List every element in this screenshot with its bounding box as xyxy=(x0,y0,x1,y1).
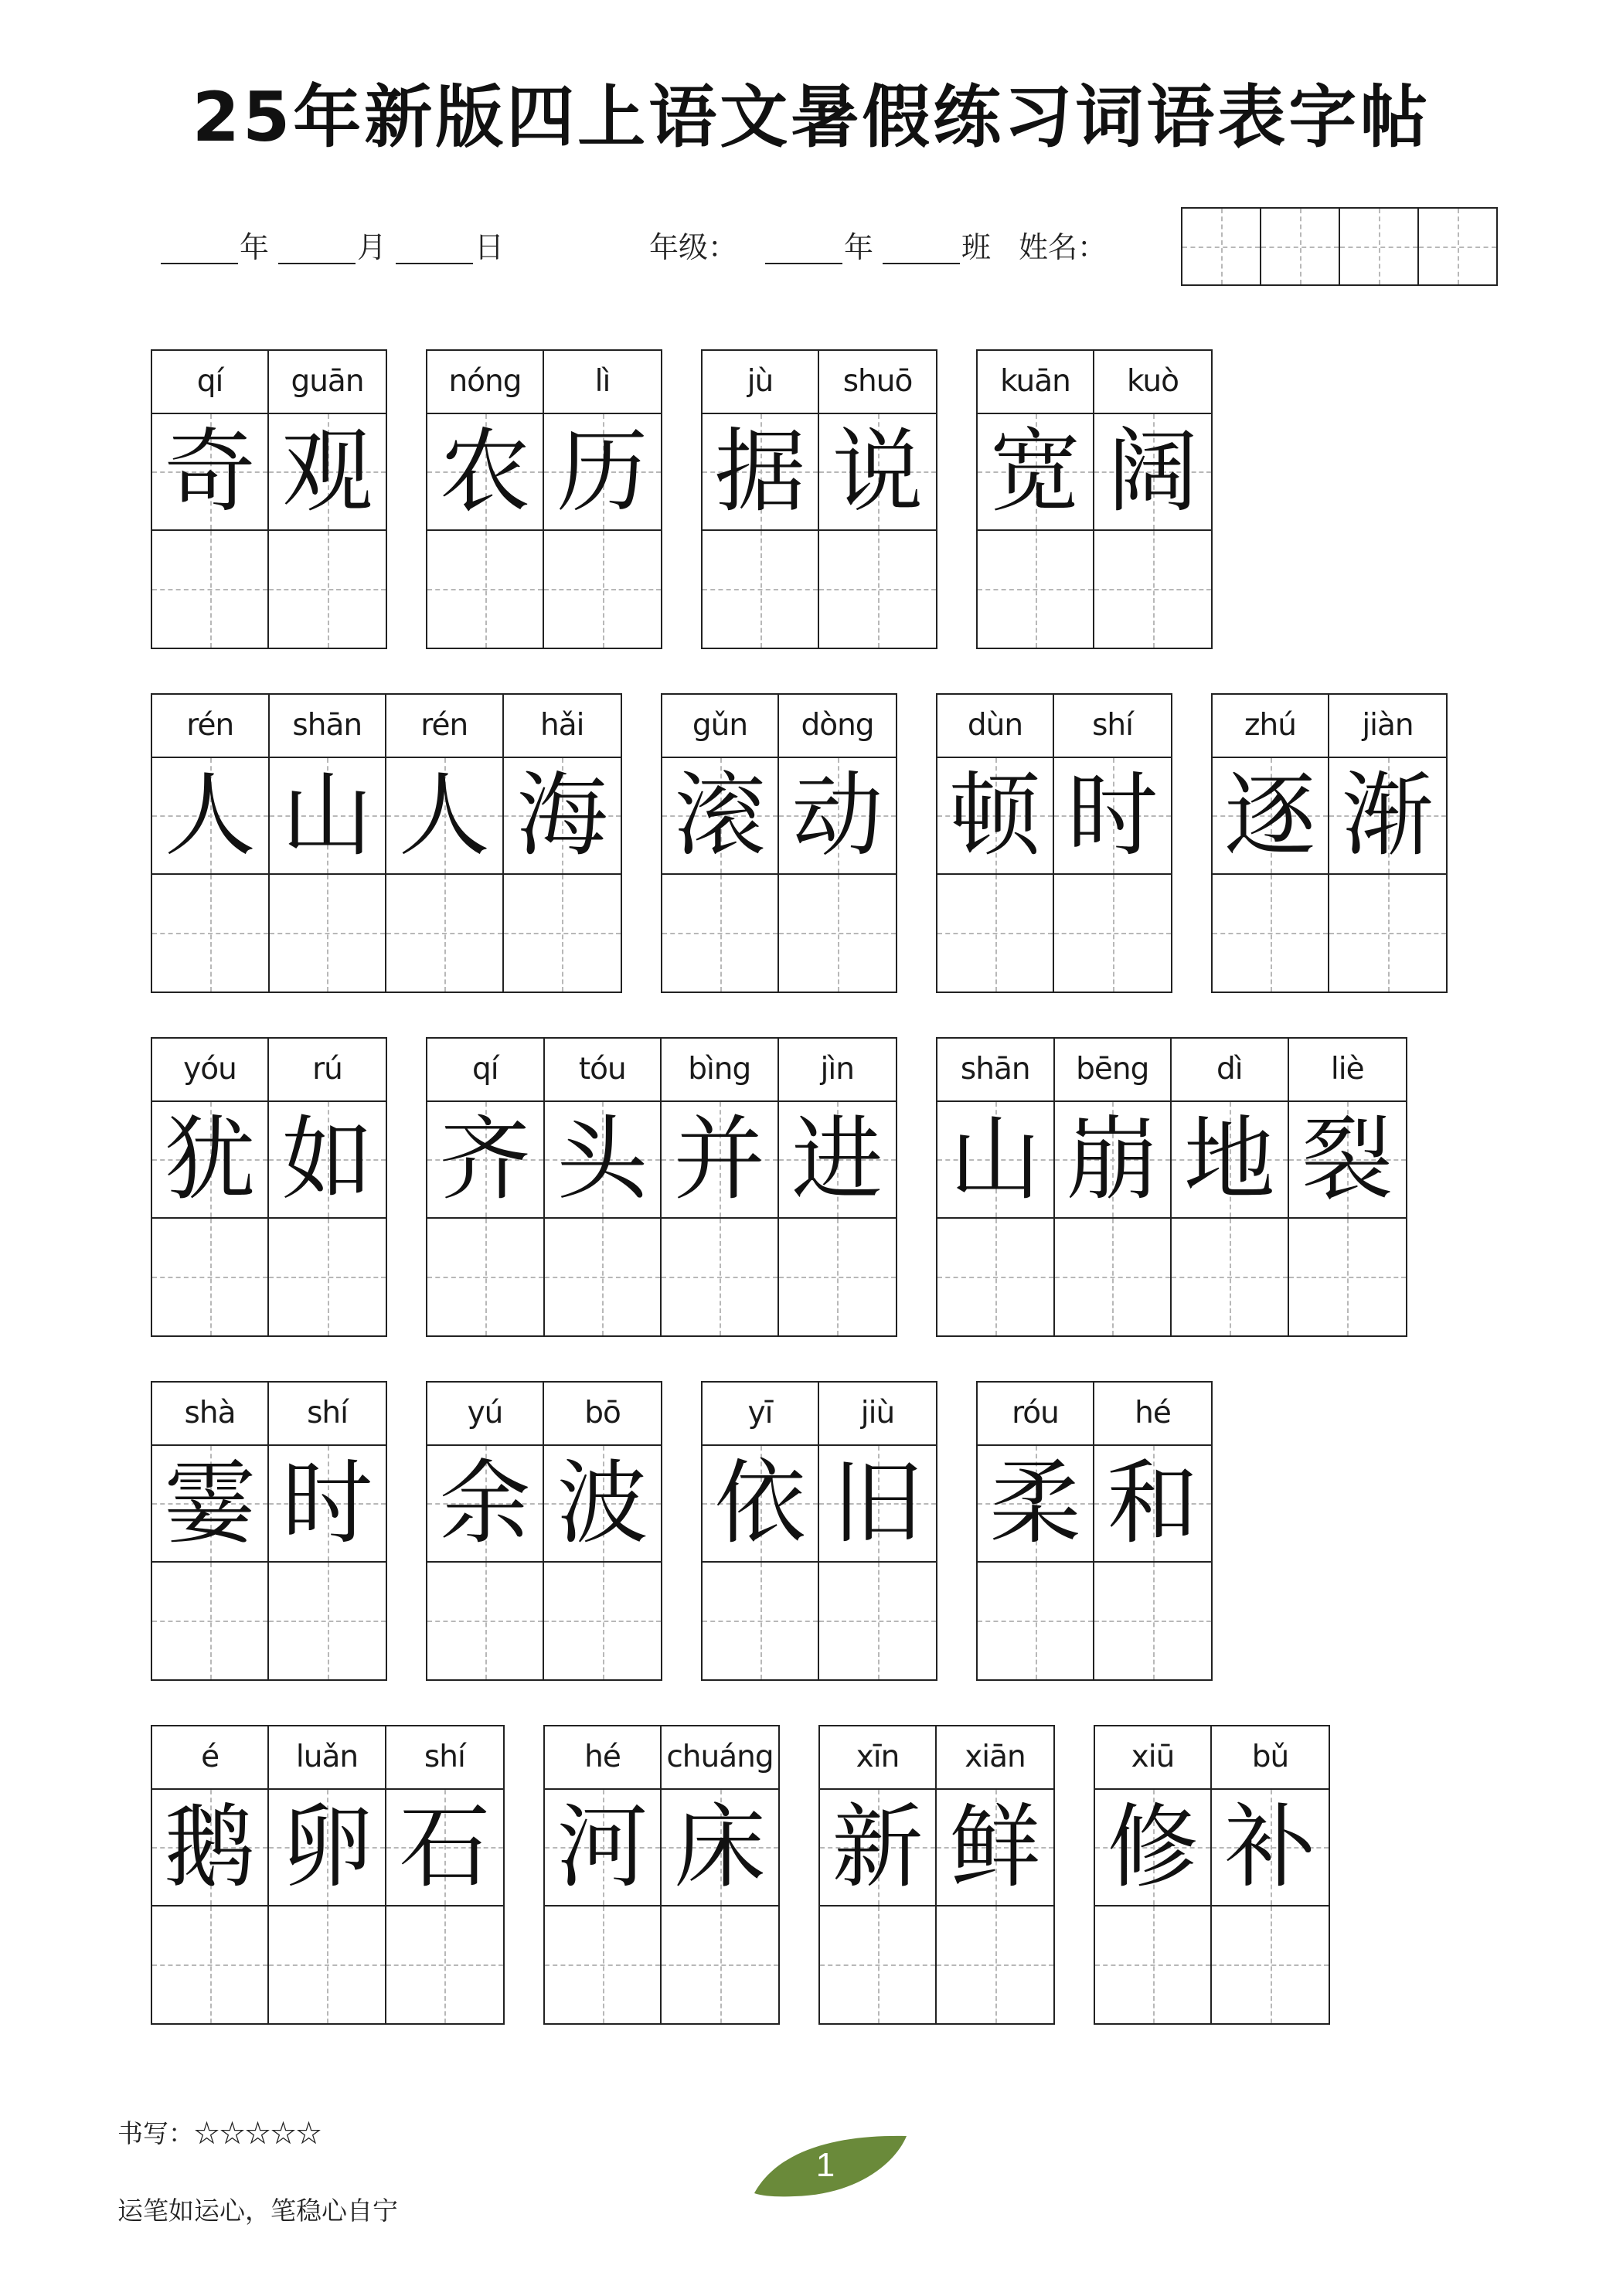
hanzi-cell xyxy=(1095,1790,1210,1907)
practice-cell[interactable] xyxy=(386,875,502,992)
hanzi-cell xyxy=(819,414,936,531)
pinyin-cell: yú xyxy=(427,1383,543,1446)
word-card xyxy=(543,1725,780,2025)
hanzi-cell xyxy=(269,414,386,531)
hanzi-cell xyxy=(937,1790,1053,1907)
pinyin-cell: dì xyxy=(1172,1039,1288,1102)
practice-cell[interactable] xyxy=(978,1563,1093,1679)
hanzi-cell xyxy=(1054,758,1171,875)
hanzi-character: 犹 xyxy=(164,1106,256,1213)
hanzi-character: 人 xyxy=(398,762,490,869)
hanzi-character: 渐 xyxy=(1342,762,1434,869)
hanzi-cell xyxy=(427,414,543,531)
hanzi-character: 山 xyxy=(281,762,373,869)
pinyin-cell: bō xyxy=(544,1383,661,1446)
pinyin-cell: nóng xyxy=(427,351,543,414)
hanzi-cell xyxy=(937,758,1053,875)
pinyin-cell: rú xyxy=(269,1039,386,1102)
pinyin-cell: bìng xyxy=(662,1039,777,1102)
word-card xyxy=(151,1381,387,1681)
hanzi-character: 石 xyxy=(399,1794,491,1901)
hanzi-character: 山 xyxy=(949,1106,1041,1213)
hanzi-cell xyxy=(269,1446,386,1563)
pinyin-cell: jù xyxy=(703,351,818,414)
practice-cell[interactable] xyxy=(152,1219,267,1335)
practice-cell[interactable] xyxy=(1329,875,1446,992)
word-card xyxy=(426,1381,662,1681)
practice-cell[interactable] xyxy=(1212,1907,1329,2023)
practice-cell[interactable] xyxy=(269,1219,386,1335)
motto-line: 运笔如运心，笔稳心自宁 xyxy=(117,2196,398,2226)
hanzi-character: 鲜 xyxy=(949,1794,1041,1901)
practice-cell[interactable] xyxy=(1054,875,1171,992)
pinyin-cell: jìn xyxy=(779,1039,897,1102)
hanzi-cell xyxy=(545,1790,660,1907)
word-card xyxy=(661,693,897,993)
month-label: 月 xyxy=(357,230,387,264)
hanzi-character: 据 xyxy=(714,418,806,526)
word-card xyxy=(976,349,1213,649)
pinyin-cell: hé xyxy=(1094,1383,1211,1446)
class-blank[interactable] xyxy=(883,263,960,264)
hanzi-cell xyxy=(152,758,268,875)
year-blank[interactable] xyxy=(161,263,238,264)
pinyin-cell: luǎn xyxy=(269,1726,384,1790)
pinyin-cell: shí xyxy=(1054,695,1171,758)
word-card xyxy=(151,693,622,993)
practice-cell[interactable] xyxy=(820,1907,935,2023)
hanzi-cell xyxy=(703,414,818,531)
hanzi-character: 头 xyxy=(556,1106,648,1213)
practice-cell[interactable] xyxy=(386,1907,503,2023)
hanzi-character: 观 xyxy=(281,418,373,526)
pinyin-cell: lì xyxy=(544,351,661,414)
pinyin-cell: zhú xyxy=(1213,695,1328,758)
practice-cell[interactable] xyxy=(819,1563,936,1679)
pinyin-cell: qí xyxy=(152,351,267,414)
pinyin-cell: rén xyxy=(386,695,502,758)
day-label: 日 xyxy=(475,230,505,264)
pinyin-cell: qí xyxy=(427,1039,543,1102)
rating-line: 书写：☆☆☆☆☆ xyxy=(117,2118,322,2148)
practice-cell[interactable] xyxy=(269,1563,386,1679)
hanzi-character: 历 xyxy=(556,418,648,526)
grade-year-label: 年 xyxy=(844,230,874,264)
pinyin-cell: yī xyxy=(703,1383,818,1446)
hanzi-cell xyxy=(662,1790,778,1907)
hanzi-cell xyxy=(545,1102,661,1219)
hanzi-character: 和 xyxy=(1107,1450,1199,1557)
page-title: 25年新版四上语文暑假练习词语表字帖 xyxy=(192,77,1431,157)
practice-cell[interactable] xyxy=(779,1219,897,1335)
hanzi-cell xyxy=(779,758,896,875)
practice-cell[interactable] xyxy=(427,1563,543,1679)
hanzi-cell xyxy=(544,414,661,531)
hanzi-cell xyxy=(504,758,621,875)
day-blank[interactable] xyxy=(396,263,473,264)
word-card xyxy=(426,1037,897,1337)
word-card xyxy=(151,1037,387,1337)
practice-cell[interactable] xyxy=(1094,1563,1211,1679)
practice-cell[interactable] xyxy=(819,531,936,648)
pinyin-cell: jiù xyxy=(819,1383,936,1446)
class-label: 班 xyxy=(961,230,992,264)
hanzi-character: 崩 xyxy=(1067,1106,1159,1213)
practice-cell[interactable] xyxy=(152,1907,267,2023)
pinyin-cell: xiū xyxy=(1095,1726,1210,1790)
pinyin-cell: guān xyxy=(269,351,386,414)
pinyin-cell: bǔ xyxy=(1212,1726,1329,1790)
practice-cell[interactable] xyxy=(703,1563,818,1679)
hanzi-cell xyxy=(152,414,267,531)
hanzi-character: 裂 xyxy=(1301,1106,1393,1213)
practice-cell[interactable] xyxy=(1095,1907,1210,2023)
practice-cell[interactable] xyxy=(1094,531,1211,648)
hanzi-cell xyxy=(269,1102,386,1219)
practice-cell[interactable] xyxy=(152,531,267,648)
pinyin-cell: kuān xyxy=(978,351,1093,414)
hanzi-character: 海 xyxy=(516,762,608,869)
practice-cell[interactable] xyxy=(427,1219,543,1335)
hanzi-cell xyxy=(269,1790,384,1907)
pinyin-cell: bēng xyxy=(1055,1039,1171,1102)
hanzi-cell xyxy=(819,1446,936,1563)
practice-cell[interactable] xyxy=(544,531,661,648)
word-card xyxy=(1094,1725,1330,2025)
hanzi-cell xyxy=(978,1446,1093,1563)
pinyin-cell: shí xyxy=(386,1726,503,1790)
word-card xyxy=(151,349,387,649)
hanzi-character: 如 xyxy=(281,1106,373,1213)
page-number: 1 xyxy=(815,2146,835,2184)
practice-cell[interactable] xyxy=(937,1907,1053,2023)
month-blank[interactable] xyxy=(278,263,356,264)
pinyin-cell: róu xyxy=(978,1383,1093,1446)
practice-cell[interactable] xyxy=(504,875,621,992)
hanzi-character: 说 xyxy=(832,418,924,526)
hanzi-cell xyxy=(152,1102,267,1219)
word-card xyxy=(701,1381,937,1681)
pinyin-cell: shí xyxy=(269,1383,386,1446)
pinyin-cell: xiān xyxy=(937,1726,1053,1790)
hanzi-cell xyxy=(1329,758,1446,875)
practice-cell[interactable] xyxy=(1289,1219,1407,1335)
hanzi-cell xyxy=(544,1446,661,1563)
pinyin-cell: shān xyxy=(937,1039,1053,1102)
hanzi-character: 修 xyxy=(1107,1794,1199,1901)
hanzi-cell xyxy=(820,1790,935,1907)
practice-cell[interactable] xyxy=(662,1219,777,1335)
practice-cell[interactable] xyxy=(1055,1219,1171,1335)
hanzi-character: 柔 xyxy=(989,1450,1081,1557)
hanzi-character: 床 xyxy=(674,1794,766,1901)
hanzi-character: 齐 xyxy=(439,1106,531,1213)
word-card xyxy=(426,349,662,649)
name-boxes[interactable] xyxy=(1181,207,1498,286)
hanzi-character: 依 xyxy=(714,1450,806,1557)
practice-cell[interactable] xyxy=(545,1907,660,2023)
hanzi-character: 新 xyxy=(832,1794,924,1901)
practice-cell[interactable] xyxy=(703,531,818,648)
hanzi-cell xyxy=(1289,1102,1407,1219)
hanzi-cell xyxy=(386,758,502,875)
pinyin-cell: tóu xyxy=(545,1039,661,1102)
hanzi-character: 进 xyxy=(791,1106,883,1213)
hanzi-cell xyxy=(1213,758,1328,875)
pinyin-cell: kuò xyxy=(1094,351,1211,414)
word-card xyxy=(701,349,937,649)
pinyin-cell: shān xyxy=(270,695,386,758)
hanzi-character: 时 xyxy=(281,1450,373,1557)
hanzi-character: 补 xyxy=(1224,1794,1316,1901)
pinyin-cell: é xyxy=(152,1726,267,1790)
practice-cell[interactable] xyxy=(427,531,543,648)
hanzi-character: 波 xyxy=(556,1450,648,1557)
pinyin-cell: yóu xyxy=(152,1039,267,1102)
hanzi-cell xyxy=(1055,1102,1171,1219)
pinyin-cell: dùn xyxy=(937,695,1053,758)
pinyin-cell: jiàn xyxy=(1329,695,1446,758)
hanzi-cell xyxy=(937,1102,1053,1219)
hanzi-character: 并 xyxy=(673,1106,765,1213)
hanzi-character: 鹅 xyxy=(164,1794,256,1901)
pinyin-cell: xīn xyxy=(820,1726,935,1790)
hanzi-cell xyxy=(662,758,777,875)
hanzi-cell xyxy=(779,1102,897,1219)
hanzi-cell xyxy=(978,414,1093,531)
pinyin-cell: chuáng xyxy=(662,1726,778,1790)
hanzi-character: 卵 xyxy=(281,1794,373,1901)
name-box[interactable] xyxy=(1261,209,1340,284)
pinyin-cell: hé xyxy=(545,1726,660,1790)
hanzi-character: 霎 xyxy=(164,1450,256,1557)
pinyin-cell: liè xyxy=(1289,1039,1407,1102)
name-box[interactable] xyxy=(1419,209,1496,284)
practice-cell[interactable] xyxy=(544,1563,661,1679)
hanzi-cell xyxy=(662,1102,777,1219)
hanzi-cell xyxy=(152,1790,267,1907)
word-card xyxy=(818,1725,1055,2025)
practice-cell[interactable] xyxy=(269,1907,384,2023)
hanzi-character: 顿 xyxy=(949,762,1041,869)
practice-cell[interactable] xyxy=(270,875,386,992)
hanzi-character: 逐 xyxy=(1224,762,1316,869)
pinyin-cell: rén xyxy=(152,695,268,758)
hanzi-character: 旧 xyxy=(832,1450,924,1557)
pinyin-cell: shà xyxy=(152,1383,267,1446)
grade-label: 年级： xyxy=(649,230,738,264)
practice-cell[interactable] xyxy=(1172,1219,1288,1335)
hanzi-character: 人 xyxy=(164,762,256,869)
practice-cell[interactable] xyxy=(1213,875,1328,992)
practice-cell[interactable] xyxy=(269,531,386,648)
hanzi-character: 时 xyxy=(1067,762,1159,869)
hanzi-cell xyxy=(386,1790,503,1907)
year-label: 年 xyxy=(240,230,270,264)
hanzi-character: 地 xyxy=(1183,1106,1275,1213)
word-card xyxy=(1211,693,1448,993)
hanzi-character: 阔 xyxy=(1107,418,1199,526)
hanzi-character: 奇 xyxy=(164,418,256,526)
hanzi-cell xyxy=(427,1102,543,1219)
practice-cell[interactable] xyxy=(978,531,1093,648)
practice-cell[interactable] xyxy=(545,1219,661,1335)
practice-cell[interactable] xyxy=(152,875,268,992)
hanzi-character: 宽 xyxy=(989,418,1081,526)
pinyin-cell: shuō xyxy=(819,351,936,414)
word-card xyxy=(151,1725,505,2025)
practice-cell[interactable] xyxy=(662,875,777,992)
hanzi-cell xyxy=(703,1446,818,1563)
practice-cell[interactable] xyxy=(937,1219,1053,1335)
grade-year-blank[interactable] xyxy=(765,263,842,264)
pinyin-cell: gǔn xyxy=(662,695,777,758)
hanzi-character: 滚 xyxy=(674,762,766,869)
practice-cell[interactable] xyxy=(779,875,896,992)
hanzi-cell xyxy=(1172,1102,1288,1219)
pinyin-cell: hǎi xyxy=(504,695,621,758)
hanzi-cell xyxy=(270,758,386,875)
name-label: 姓名： xyxy=(1019,230,1108,264)
hanzi-character: 农 xyxy=(439,418,531,526)
practice-cell[interactable] xyxy=(152,1563,267,1679)
pinyin-cell: dòng xyxy=(779,695,896,758)
name-box[interactable] xyxy=(1182,209,1261,284)
practice-cell[interactable] xyxy=(662,1907,778,2023)
hanzi-character: 动 xyxy=(791,762,883,869)
hanzi-character: 余 xyxy=(439,1450,531,1557)
hanzi-cell xyxy=(427,1446,543,1563)
hanzi-cell xyxy=(152,1446,267,1563)
hanzi-cell xyxy=(1212,1790,1329,1907)
word-card xyxy=(936,693,1172,993)
word-card xyxy=(976,1381,1213,1681)
hanzi-cell xyxy=(1094,414,1211,531)
practice-cell[interactable] xyxy=(937,875,1053,992)
hanzi-cell xyxy=(1094,1446,1211,1563)
word-card xyxy=(936,1037,1407,1337)
hanzi-character: 河 xyxy=(556,1794,648,1901)
name-box[interactable] xyxy=(1340,209,1419,284)
